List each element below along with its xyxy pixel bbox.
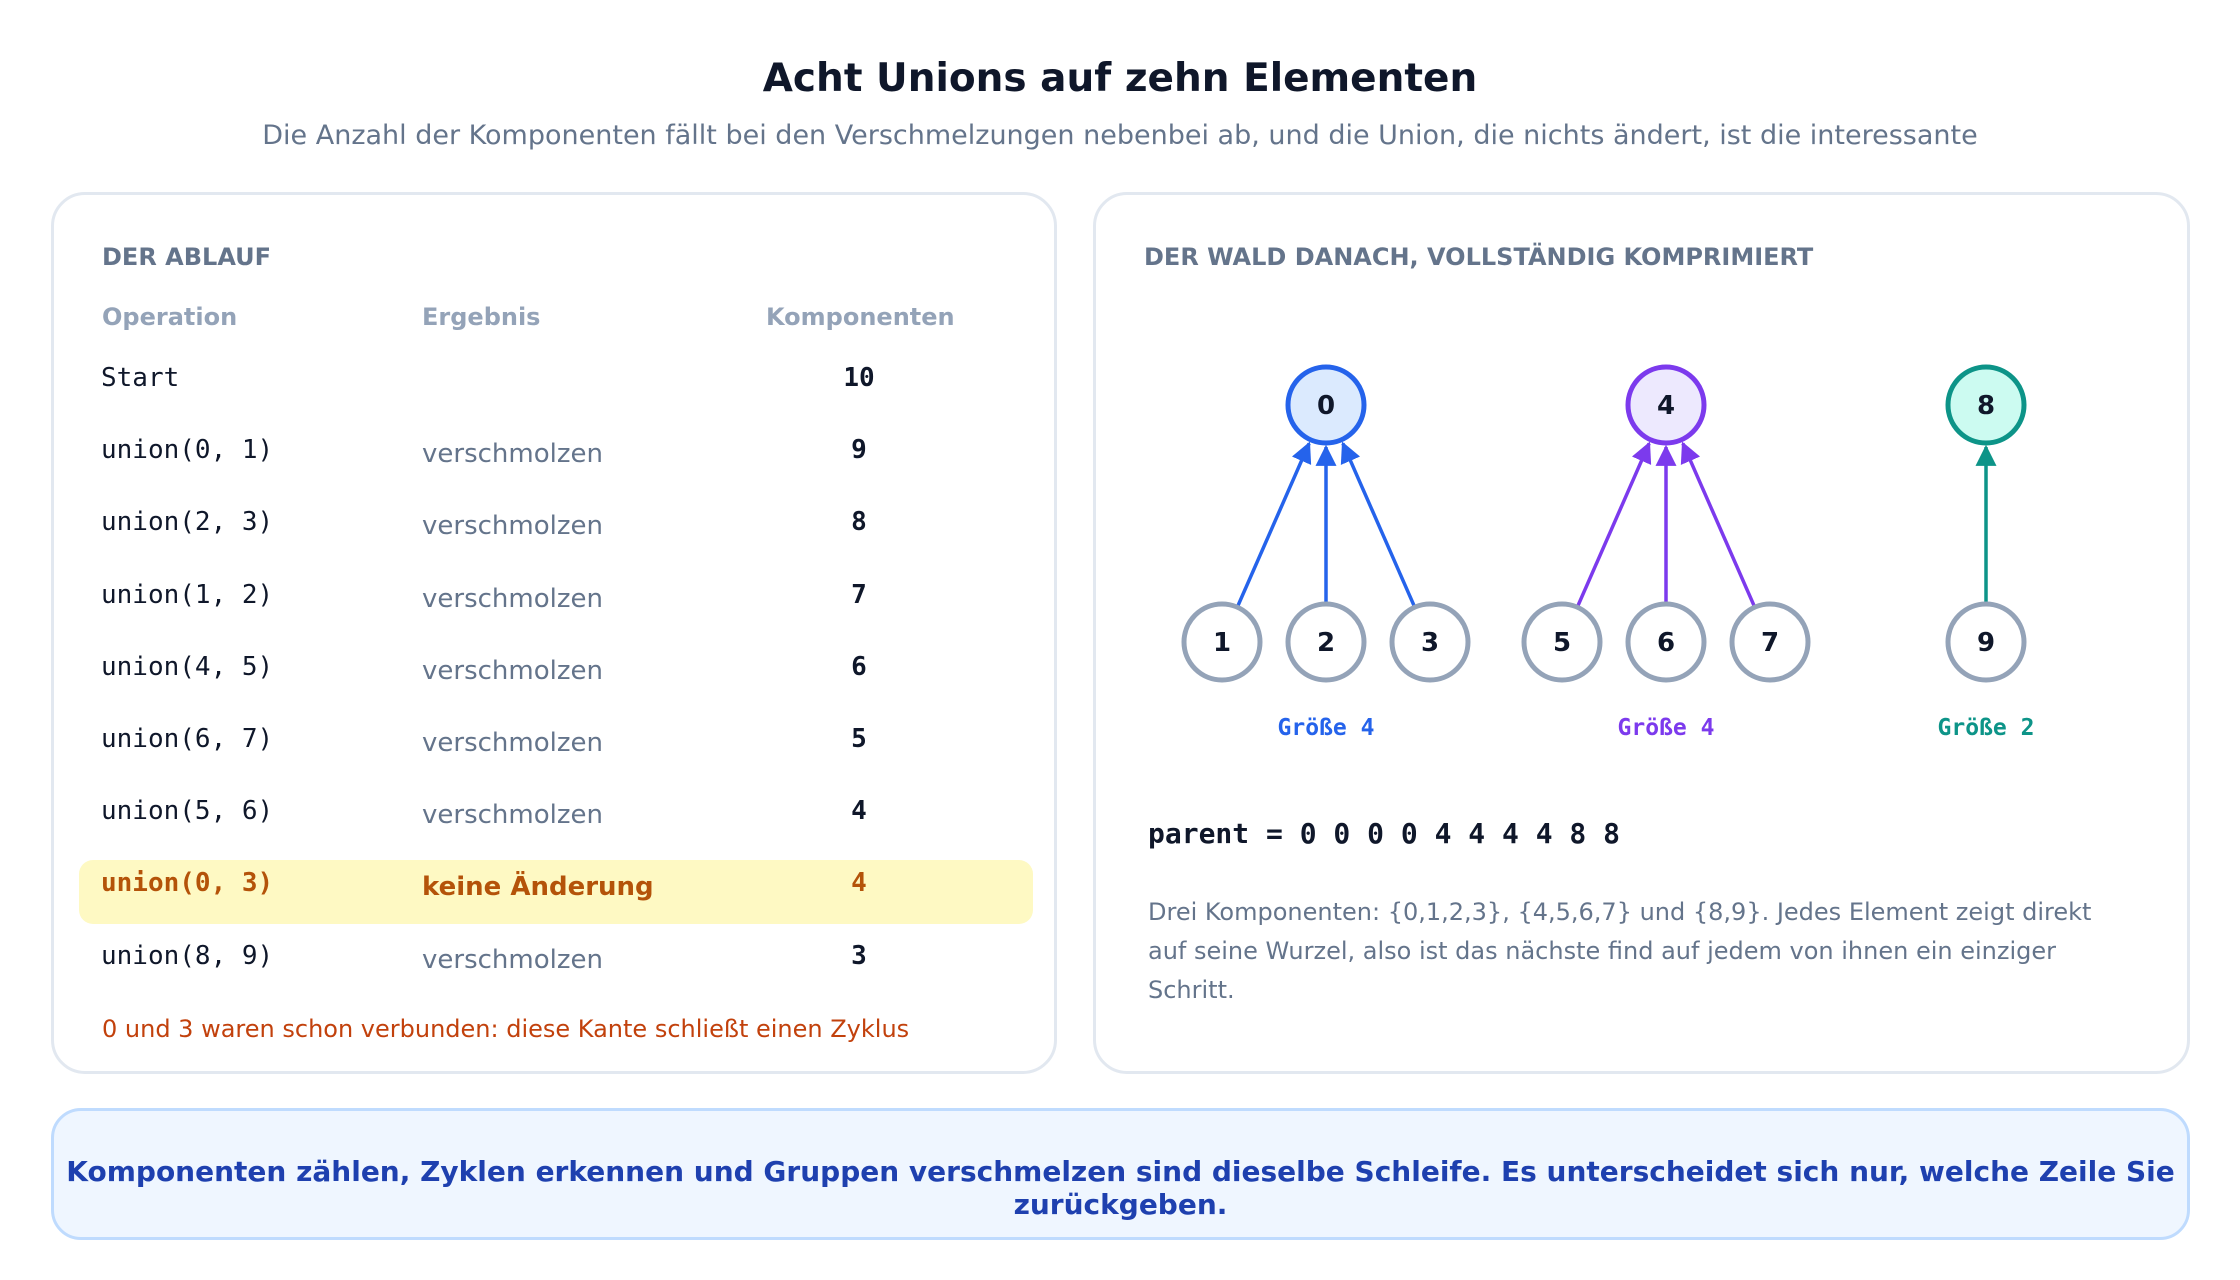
- table-row: [79, 644, 1033, 708]
- result-cell: verschmolzen: [422, 511, 603, 542]
- result-cell: keine Änderung: [422, 872, 654, 903]
- edge-5-to-4: [1578, 443, 1649, 606]
- components-cell: 9: [851, 435, 867, 466]
- components-cell: 7: [851, 579, 867, 610]
- node-label: 5: [1552, 628, 1572, 658]
- operation-cell: union(4, 5): [101, 651, 274, 682]
- forest-card: [1093, 192, 2190, 1074]
- child-node-6: [1628, 604, 1704, 680]
- result-cell: verschmolzen: [422, 944, 603, 975]
- tree-size-label: Größe 2: [1937, 715, 2035, 741]
- tree-size-label: Größe 4: [1617, 715, 1715, 741]
- child-node-3: [1392, 604, 1468, 680]
- node-label: 9: [1976, 628, 1996, 658]
- operation-cell: union(6, 7): [101, 724, 274, 754]
- node-label: 1: [1212, 628, 1232, 658]
- edge-1-to-0: [1238, 443, 1309, 606]
- table-row: [79, 716, 1033, 780]
- operation-cell: union(1, 2): [101, 579, 274, 610]
- operation-cell: union(0, 3): [101, 868, 274, 899]
- components-cell: 4: [851, 796, 867, 827]
- result-cell: verschmolzen: [422, 439, 603, 470]
- column-header-components: Komponenten: [766, 303, 955, 331]
- column-header-result: Ergebnis: [422, 303, 541, 331]
- table-row-highlighted: [79, 860, 1033, 924]
- sequence-card: [51, 192, 1057, 1074]
- child-node-7: [1732, 604, 1808, 680]
- result-cell: verschmolzen: [422, 655, 603, 686]
- table-row: [79, 499, 1033, 563]
- root-node-8: [1948, 367, 2024, 443]
- components-cell: 8: [851, 507, 867, 538]
- node-label: 3: [1420, 628, 1440, 658]
- forest-description: Drei Komponenten: {0,1,2,3}, {4,5,6,7} und {8,9}. Jedes Element zeigt direkt auf seine Wurzel, also ist das nächste find auf jedem von ihnen ein einziger Schritt.: [1148, 898, 2092, 1004]
- components-cell: 6: [851, 651, 867, 682]
- parent-array: parent = 0 0 0 0 4 4 4 4 8 8: [1148, 817, 1621, 850]
- summary-banner: [51, 1108, 2190, 1240]
- node-label: 8: [1976, 391, 1996, 421]
- root-node-4: [1628, 367, 1704, 443]
- column-header-operation: Operation: [102, 303, 238, 331]
- table-row: [79, 355, 1033, 419]
- node-label: 4: [1656, 391, 1676, 421]
- cycle-note: 0 und 3 waren schon verbunden: diese Kante schließt einen Zyklus: [102, 1015, 910, 1043]
- tree-size-label: Größe 4: [1277, 715, 1375, 741]
- node-label: 2: [1316, 628, 1336, 658]
- result-cell: verschmolzen: [422, 800, 603, 831]
- components-cell: 4: [851, 868, 867, 899]
- summary-banner-text: Komponenten zählen, Zyklen erkennen und Gruppen verschmelzen sind dieselbe Schleife. Es unterscheidet sich nur, welche Zeile Sie zurückgeben.: [66, 1155, 2175, 1221]
- root-node-0: [1288, 367, 1364, 443]
- operation-cell: union(0, 1): [101, 435, 274, 466]
- sequence-section-label: DER ABLAUF: [102, 243, 272, 271]
- components-cell: 10: [843, 363, 875, 393]
- components-cell: 3: [851, 940, 867, 971]
- child-node-5: [1524, 604, 1600, 680]
- node-label: 6: [1656, 628, 1676, 658]
- table-row: [79, 788, 1033, 852]
- operation-cell: union(5, 6): [101, 796, 274, 827]
- child-node-1: [1184, 604, 1260, 680]
- node-label: 7: [1760, 628, 1780, 658]
- page-title: Acht Unions auf zehn Elementen: [762, 56, 1478, 101]
- forest-section-label: DER WALD DANACH, VOLLSTÄNDIG KOMPRIMIERT: [1144, 243, 1814, 271]
- table-row: [79, 572, 1033, 636]
- result-cell: verschmolzen: [422, 728, 603, 758]
- edge-7-to-4: [1683, 443, 1754, 606]
- forest-diagram: [1096, 195, 2187, 755]
- node-label: 0: [1316, 391, 1336, 421]
- edge-3-to-0: [1343, 443, 1414, 606]
- operation-cell: Start: [101, 363, 180, 393]
- page-subtitle: Die Anzahl der Komponenten fällt bei den Verschmelzungen nebenbei ab, und die Union, die nichts ändert, ist die interessante: [262, 120, 1978, 151]
- components-cell: 5: [851, 724, 867, 754]
- result-cell: verschmolzen: [422, 583, 603, 614]
- operation-cell: union(8, 9): [101, 940, 274, 971]
- child-node-2: [1288, 604, 1364, 680]
- child-node-9: [1948, 604, 2024, 680]
- table-row: [79, 933, 1033, 997]
- table-row: [79, 427, 1033, 491]
- operation-cell: union(2, 3): [101, 507, 274, 538]
